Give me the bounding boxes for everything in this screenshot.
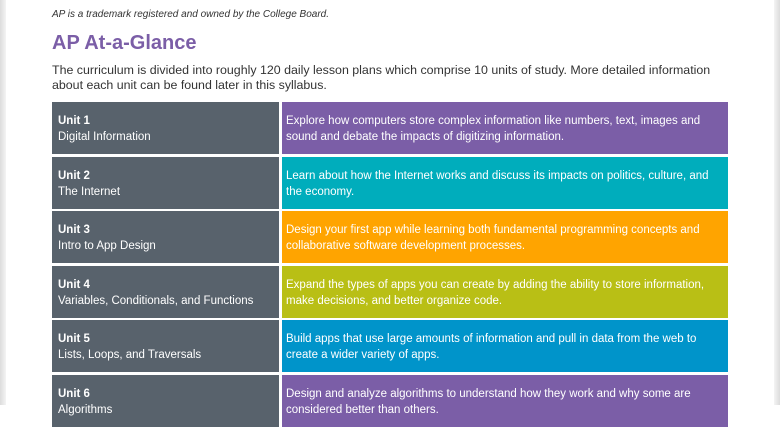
unit-row-3 [52,211,728,263]
unit-row-1 [52,102,728,154]
unit-name: Algorithms [58,403,113,416]
page-edge-left [0,0,6,405]
intro-paragraph: The curriculum is divided into roughly 120 daily lesson plans which comprise 10 units of study. More detailed information about each unit can be found later in this syllabus. [52,63,711,92]
unit-number: Unit 6 [58,387,90,400]
unit-name: The Internet [58,185,121,198]
trademark-notice: AP is a trademark registered and owned by the College Board. [52,9,330,20]
unit-description: Build apps that use large amounts of information and pull in data from the web to create a wider variety of apps. [282,320,728,372]
unit-title-cell [52,266,279,318]
unit-row-5 [52,320,728,372]
unit-number: Unit 4 [58,278,90,291]
unit-description: Design and analyze algorithms to understand how they work and why some are considered better than others. [282,375,728,427]
unit-description: Expand the types of apps you can create by adding the ability to store information, make decisions, and better organize code. [282,266,728,318]
page-title: AP At-a-Glance [52,32,197,54]
unit-title-cell [52,211,279,263]
unit-name: Digital Information [58,131,151,143]
unit-title-cell [52,157,279,209]
unit-title-cell [52,102,279,154]
unit-number: Unit 1 [58,115,90,127]
unit-name: Intro to App Design [58,240,156,252]
unit-name: Variables, Conditionals, and Functions [58,294,254,307]
unit-name: Lists, Loops, and Traversals [58,349,202,361]
unit-description: Explore how computers store complex information like numbers, text, images and sound and debate the impacts of digitizing information. [282,102,728,154]
unit-row-2 [52,157,728,209]
unit-row-4 [52,266,728,318]
unit-description: Design your first app while learning both fundamental programming concepts and collaborative software development processes. [282,211,728,263]
page-edge-right [774,0,780,405]
unit-title-cell [52,320,279,372]
unit-number: Unit 2 [58,169,90,182]
unit-description: Learn about how the Internet works and discuss its impacts on politics, culture, and the economy. [282,157,728,209]
unit-number: Unit 5 [58,333,90,345]
units-table [52,102,728,429]
unit-row-6 [52,375,728,427]
unit-number: Unit 3 [58,224,90,236]
unit-title-cell [52,375,279,427]
